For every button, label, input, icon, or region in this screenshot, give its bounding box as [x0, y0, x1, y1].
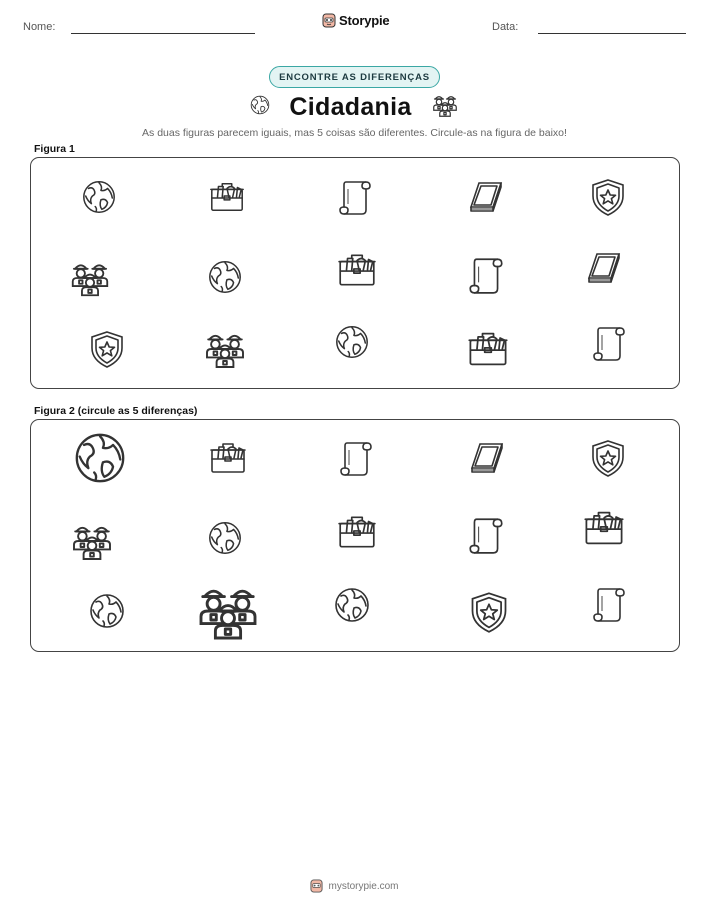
scroll-icon — [465, 254, 507, 296]
instructions: As duas figuras parecem iguais, mas 5 coisas são diferentes. Circule-as na figura de baixo! — [142, 127, 567, 139]
people-group-icon[interactable] — [68, 517, 116, 565]
book-icon — [465, 177, 505, 217]
book-icon — [583, 248, 623, 288]
people-group-icon — [430, 90, 460, 125]
toolbox-icon[interactable] — [208, 438, 248, 478]
storypie-mascot-icon — [322, 13, 336, 28]
shield-icon — [588, 177, 628, 217]
shield-icon[interactable] — [588, 438, 628, 478]
globe-icon[interactable] — [206, 519, 244, 557]
footer — [0, 879, 709, 893]
storypie-mascot-icon — [310, 879, 323, 893]
people-group-icon[interactable] — [192, 575, 264, 647]
brand-name: Storypie — [339, 13, 390, 28]
date-line[interactable] — [538, 33, 686, 34]
scroll-icon[interactable] — [589, 584, 629, 624]
toolbox-icon[interactable] — [336, 511, 378, 553]
shield-icon[interactable] — [467, 590, 511, 634]
activity-badge: ENCONTRE AS DIFERENÇAS — [269, 66, 440, 88]
people-group-icon — [67, 255, 113, 301]
title-row — [0, 90, 709, 125]
globe-icon[interactable] — [332, 585, 372, 625]
brand-logo — [322, 13, 389, 28]
scroll-icon[interactable] — [336, 438, 376, 478]
footer-url: mystorypie.com — [328, 880, 399, 892]
figure2-label: Figura 2 (circule as 5 diferenças) — [34, 405, 198, 417]
globe-icon — [333, 323, 371, 361]
globe-icon[interactable] — [71, 429, 129, 487]
figure1-label: Figura 1 — [34, 143, 75, 155]
date-label: Data: — [492, 21, 519, 33]
toolbox-icon[interactable] — [582, 506, 626, 550]
page-title: Cidadania — [289, 93, 412, 121]
globe-icon — [249, 94, 271, 121]
scroll-icon — [335, 177, 375, 217]
name-line[interactable] — [71, 33, 255, 34]
shield-icon — [87, 329, 127, 369]
book-icon[interactable] — [466, 438, 506, 478]
scroll-icon — [589, 323, 629, 363]
people-group-icon — [201, 325, 249, 373]
name-label: Nome: — [23, 21, 56, 33]
globe-icon — [206, 258, 244, 296]
toolbox-icon — [336, 249, 378, 291]
globe-icon — [80, 178, 118, 216]
globe-icon[interactable] — [87, 591, 127, 631]
toolbox-icon — [208, 178, 246, 216]
scroll-icon[interactable] — [465, 514, 507, 556]
toolbox-icon — [466, 327, 510, 371]
